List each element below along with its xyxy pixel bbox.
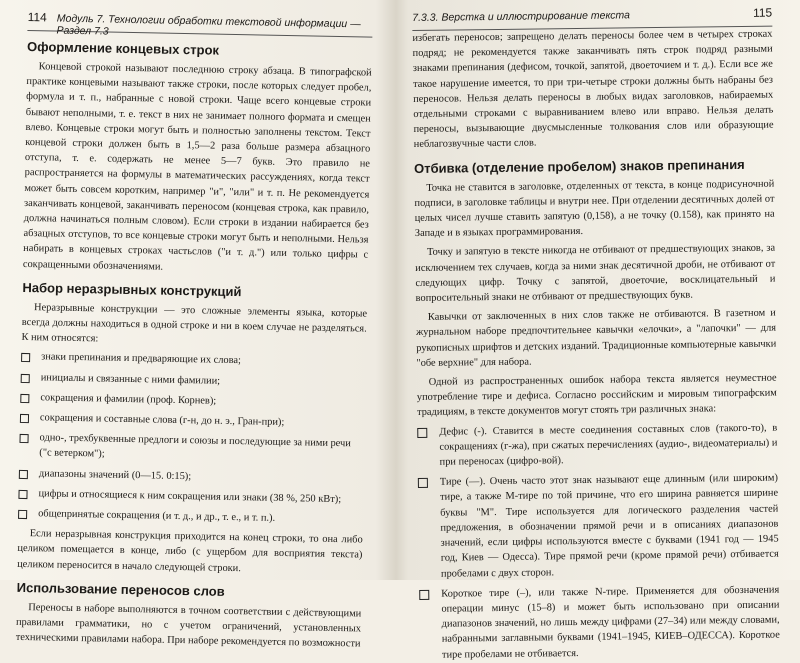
section-heading: Оформление концевых строк: [26, 38, 220, 58]
paragraph: Неразрывные конструкции — это сложные элементы языка, которые всегда должны находиться в одной строке и ни в коем случае не разделяться. К ним относятся:: [21, 302, 368, 345]
page-number: 115: [752, 5, 773, 20]
paragraph: Концевой строкой называют последнюю строку абзаца. В типографской практике концевыми называют также строки, после которых следует пробел, формула и т. п., набранные с новой строки. Чаще всего концевые строки бывают неполными, т. е. текст в них не занимает полного формата и смещен влево. Концевые строки могут быть и полностью заполнены текстом. Текст концевой строки должен быть в 1,5—2 раза больше размера абзацного отступа, т. е. содержать не менее 5—7 букв. Это правило не распространяется на формулы в математических рассуждениях, когда текст может быть совсем коротким, например "и", "или" и т. п. Не рекомендуется заканчивать концевой, заканчивать переносом (концевая строка, как правило, должна начинаться полным словом). Если строки в издании набирается без абзацных отступов, то все концевые строки могут быть и неполными. Нельзя набирать в концевых строках частьслов ("и т. д.") или только цифры с сокращенными обозначениями.: [22, 61, 372, 273]
checkbox-bullet-icon: [417, 428, 427, 438]
checkbox-bullet-icon: [20, 414, 29, 423]
bullet-list: [18, 349, 366, 527]
paragraph: избегать переносов; запрещено делать переносы более чем в четырех строках подряд; не рекомендуется также заканчивать пять строк подряд разными знаками препинания (дефисом, точкой, запятой, двоеточием и т. д.). Если все же такое нарушение имеется, то при три-четыре строки должны быть набраны без переносов. Нельзя делать переносы в любых видах заголовков, набираемых отдельными строками с выравниванием влево или вправо. Нельзя делать переносы, вызывающие двусмысленные толкования слов или образующие неблагозвучные части слов.: [412, 28, 774, 151]
paragraph: Если неразрывная конструкция приходится на конец строки, то она либо целиком помещается в конце, либо (с ущербом для восприятия текста) целиком переносится в начало следующей строки.: [17, 528, 363, 574]
section-heading: Набор неразрывных конструкций: [22, 279, 242, 299]
paragraph: Одной из распространенных ошибок набора текста является неуместное употребление тире и дефиса. Согласно российским и мировым типографским традициям, в тексте документов могут стоять три различных знака:: [416, 372, 777, 419]
left-page: [15, 0, 373, 650]
checkbox-bullet-icon: [21, 374, 30, 383]
checkbox-bullet-icon: [419, 590, 429, 600]
checkbox-bullet-icon: [418, 478, 428, 488]
running-head-title: Модуль 7. Технологии обработки текстовой информации — Раздел 7.3: [56, 12, 361, 38]
bullet-list: [417, 420, 780, 662]
list-item: Короткое тире (–), или также N-тире. Применяется для обозначения операции минус (15–8) и может быть использовано при описании диапазонов значений, но лишь между цифрами (27–34) или между словами, набранными заглавными буквами (1941–1945, КИЕВ–ОДЕССА). Короткое тире пробелами не отбивается.: [419, 582, 780, 662]
section-heading: Использование переносов слов: [16, 579, 225, 599]
checkbox-bullet-icon: [19, 434, 28, 443]
checkbox-bullet-icon: [19, 470, 28, 479]
list-item: сокращения и составные слова (г-н, до н. э., Гран-при);: [20, 410, 365, 432]
list-item: Тире (—). Очень часто этот знак называют еще длинным (или широким) тире, а также М-тире по той причине, что его ширина равняется ширине буквы "М". Тире используется для логического разделения частей предложения, в обозначении прямой речи и в описаниях диапазонов значений, если цифры используются вместе с буквами (1941 год — 1945 год, Киев — Одесса). Тире прямой речи (кроме прямой речи) отбивается пробелами с двух сторон.: [418, 471, 779, 582]
section-heading: Отбивка (отделение пробелом) знаков препинания: [413, 156, 745, 176]
list-item: Дефис (-). Ставится в месте соединения составных слов (такого-то), в сокращениях (г-жа), при сжатых перечислениях (аудио-, видеоматериалы) и при переносах (цифро-вой).: [417, 420, 778, 470]
paragraph: Точка не ставится в заголовке, отделенных от текста, в конце подрисуночной подписи, в заголовке таблицы и внутри нее. При отделении десятичных долей от целых чисел лучше ставить запятую (0,158), а не точку (0.158), как принято на Западе и в языках программирования.: [414, 178, 775, 240]
running-head-title: 7.3.3. Верстка и иллюстрирование текста: [412, 9, 631, 24]
list-item: одно-, трехбуквенные предлоги и союзы и последующие за ними речи ("с ветерком");: [19, 430, 365, 467]
checkbox-bullet-icon: [18, 490, 27, 499]
list-item: инициалы и связанные с ними фамилии;: [21, 370, 366, 392]
checkbox-bullet-icon: [21, 353, 30, 362]
list-item: общепринятые сокращения (и т. д., и др., т. е., и т. п.).: [18, 506, 363, 528]
list-item: диапазоны значений (0—15. 0:15);: [19, 466, 364, 488]
list-item: знаки препинания и предваряющие их слова;: [21, 349, 366, 371]
list-item: сокращения и фамилии (проф. Корнев);: [20, 390, 365, 412]
list-item: цифры и относящиеся к ним сокращения или знаки (38 %, 250 кВт);: [18, 486, 363, 508]
left-running-head: [27, 0, 373, 38]
paragraph: Кавычки от заключенных в них слов также не отбиваются. В газетном и журнальном наборе предпочтительнее кавычки «елочки», а "лапочки" — для рукописных шрифтов и детских изданий. Традиционные компьютерные кавычки "обе верхние" для набора.: [416, 307, 777, 369]
paragraph: Точку и запятую в тексте никогда не отбивают от предшествующих знаков, за исключением тех случаев, когда за ними знак десятичной дроби, не отбивают от следующих цифр. Точку с запятой, двоеточие, восклицательный и вопросительный знаки не отбивают от предшествующих букв.: [415, 243, 776, 305]
paragraph: Переносы в наборе выполняются в точном соответствии с действующими правилами грамматики, но с учетом ограничений, установленных техническими правилами набора. При наборе рекомендуется по возможности: [15, 602, 362, 650]
checkbox-bullet-icon: [20, 394, 29, 403]
page-number: 114: [27, 9, 47, 25]
checkbox-bullet-icon: [18, 510, 27, 519]
right-page: [412, 0, 780, 661]
